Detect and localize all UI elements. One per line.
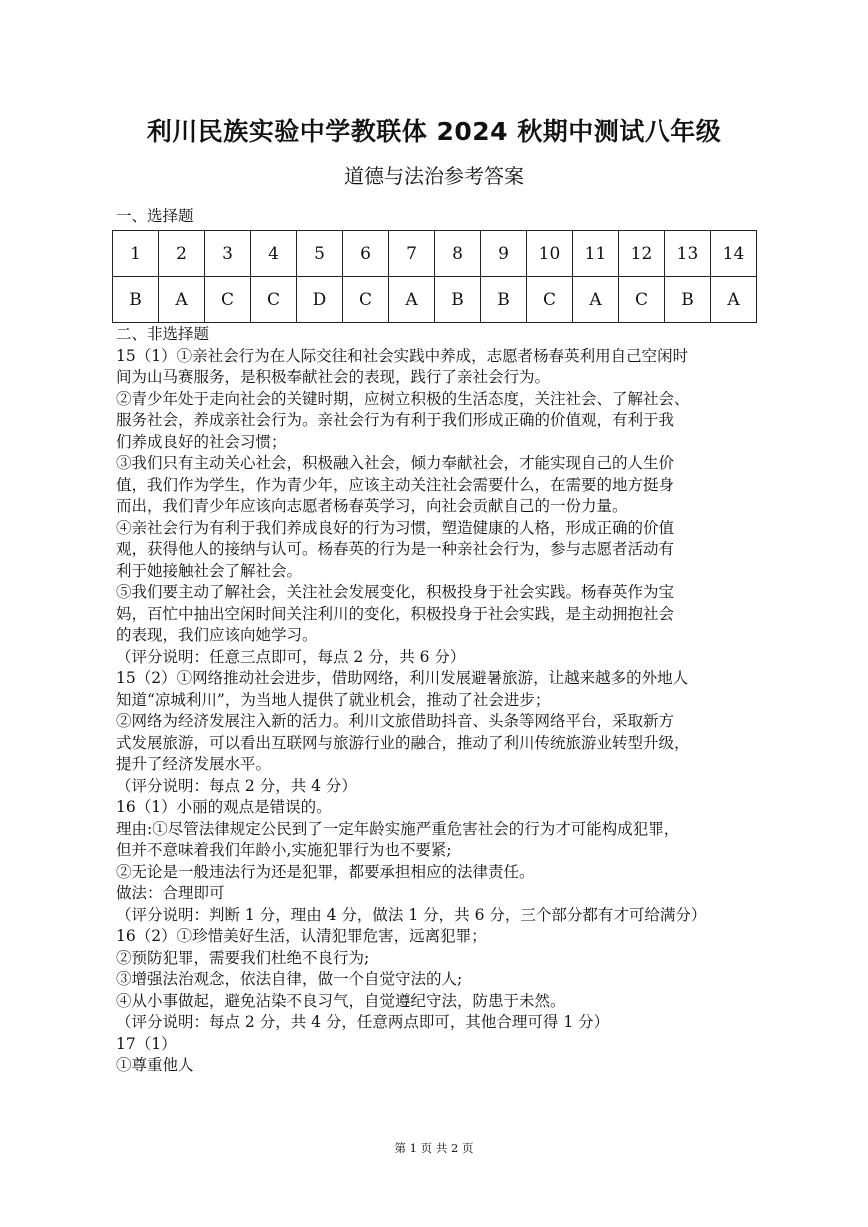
- page-footer: 第 1 页 共 2 页: [394, 1141, 474, 1155]
- answer-cell: A: [711, 277, 757, 323]
- section-heading-non-choice: 二、非选择题: [116, 325, 210, 343]
- document-subtitle: 道德与法治参考答案: [344, 164, 524, 188]
- answer-line: 16（1）小丽的观点是错误的。: [116, 798, 332, 816]
- answer-lines: [116, 346, 761, 1077]
- question-number-cell: 6: [343, 231, 389, 277]
- answer-cell: C: [343, 277, 389, 323]
- answer-line: ⑤我们要主动了解社会，关注社会发展变化，积极投身于社会实践。杨春英作为宝: [116, 583, 675, 601]
- answer-cell: A: [573, 277, 619, 323]
- non-choice-answers: [116, 324, 761, 1077]
- answer-line: 的表现，我们应该向她学习。: [116, 626, 318, 644]
- question-number-cell: 9: [481, 231, 527, 277]
- answer-line: 服务社会，养成亲社会行为。亲社会行为有利于我们形成正确的价值观，有利于我: [116, 411, 675, 429]
- answer-cell: C: [527, 277, 573, 323]
- answer-cell: A: [159, 277, 205, 323]
- answer-line: ②网络为经济发展注入新的活力。利川文旅借助抖音、头条等网络平台，采取新方: [116, 712, 675, 730]
- answer-line: 观，获得他人的接纳与认可。杨春英的行为是一种亲社会行为，参与志愿者活动有: [116, 540, 675, 558]
- answer-line: ①尊重他人: [116, 1056, 194, 1074]
- question-number-cell: 12: [619, 231, 665, 277]
- answer-line: 做法：合理即可: [116, 884, 225, 902]
- question-number-cell: 2: [159, 231, 205, 277]
- answer-line: 知道“凉城利川”，为当地人提供了就业机会，推动了社会进步；: [116, 690, 551, 709]
- answer-line: 提升了经济发展水平。: [116, 755, 272, 773]
- document-title: 利川民族实验中学教联体 2024 秋期中测试八年级: [146, 117, 722, 146]
- answer-line: ④亲社会行为有利于我们养成良好的行为习惯，塑造健康的人格，形成正确的价值: [116, 518, 675, 537]
- question-number-cell: 13: [665, 231, 711, 277]
- answer-line: ③我们只有主动关心社会，积极融入社会，倾力奉献社会，才能实现自己的人生价: [116, 454, 675, 472]
- answer-line: ②预防犯罪，需要我们杜绝不良行为;: [116, 948, 370, 967]
- answer-line: ③增强法治观念，依法自律，做一个自觉守法的人;: [116, 970, 463, 988]
- answer-line: 利于她接触社会了解社会。: [116, 561, 303, 580]
- answer-cell: C: [619, 277, 665, 323]
- answer-line: 值，我们作为学生，作为青少年，应该主动关注社会需要什么，在需要的地方挺身: [116, 475, 675, 494]
- section-heading-choice: 一、选择题: [116, 207, 194, 225]
- answer-line: （评分说明：判断 1 分，理由 4 分，做法 1 分，共 6 分，三个部分都有才可给满分）: [116, 905, 707, 924]
- question-number-cell: 7: [389, 231, 435, 277]
- question-number-cell: 4: [251, 231, 297, 277]
- question-number-cell: 3: [205, 231, 251, 277]
- answer-cell: B: [481, 277, 527, 323]
- answer-cell: B: [113, 277, 159, 323]
- answer-line: 15（1）①亲社会行为在人际交往和社会实践中养成，志愿者杨春英利用自己空闲时: [116, 346, 689, 365]
- answer-line: ②青少年处于走向社会的关键时期，应树立积极的生活态度，关注社会、了解社会、: [116, 389, 690, 408]
- question-number-row: [113, 231, 757, 277]
- question-number-cell: 5: [297, 231, 343, 277]
- question-number-cell: 14: [711, 231, 757, 277]
- answer-line: 妈，百忙中抽出空闲时间关注利川的变化，积极投身于社会实践，是主动拥抱社会: [116, 604, 675, 623]
- answer-line: （评分说明：每点 2 分，共 4 分，任意两点即可，其他合理可得 1 分）: [116, 1013, 610, 1031]
- answer-cell: A: [389, 277, 435, 323]
- answer-line: （评分说明：每点 2 分，共 4 分）: [116, 776, 357, 795]
- answer-line: 们养成良好的社会习惯；: [116, 432, 287, 451]
- answer-cell: D: [297, 277, 343, 323]
- question-number-cell: 11: [573, 231, 619, 277]
- answer-line: ②无论是一般违法行为还是犯罪，都要承担相应的法律责任。: [116, 862, 535, 881]
- answer-line: 17（1）: [116, 1034, 177, 1053]
- answer-line: ④从小事做起，避免沾染不良习气，自觉遵纪守法，防患于未然。: [116, 991, 566, 1010]
- answer-row: [113, 277, 757, 323]
- answer-cell: B: [435, 277, 481, 323]
- answer-cell: B: [665, 277, 711, 323]
- answer-line: 但并不意味着我们年龄小,实施犯罪行为也不要紧;: [116, 841, 452, 859]
- answer-line: 式发展旅游，可以看出互联网与旅游行业的融合，推动了利川传统旅游业转型升级，: [116, 733, 690, 752]
- question-number-cell: 1: [113, 231, 159, 277]
- answer-line: 而出，我们青少年应该向志愿者杨春英学习，向社会贡献自己的一份力量。: [116, 497, 628, 515]
- answer-line: （评分说明：任意三点即可，每点 2 分，共 6 分）: [116, 647, 466, 666]
- answer-line: 理由:①尽管法律规定公民到了一定年龄实施严重危害社会的行为才可能构成犯罪，: [116, 819, 680, 838]
- answer-cell: C: [251, 277, 297, 323]
- answer-line: 间为山马赛服务，是积极奉献社会的表现，践行了亲社会行为。: [116, 368, 551, 386]
- answer-line: 16（2）①珍惜美好生活，认清犯罪危害，远离犯罪；: [116, 927, 487, 945]
- answer-table: [112, 230, 757, 323]
- question-number-cell: 10: [527, 231, 573, 277]
- answer-line: 15（2）①网络推动社会进步，借助网络，利川发展避暑旅游，让越来越多的外地人: [116, 669, 689, 687]
- question-number-cell: 8: [435, 231, 481, 277]
- answer-cell: C: [205, 277, 251, 323]
